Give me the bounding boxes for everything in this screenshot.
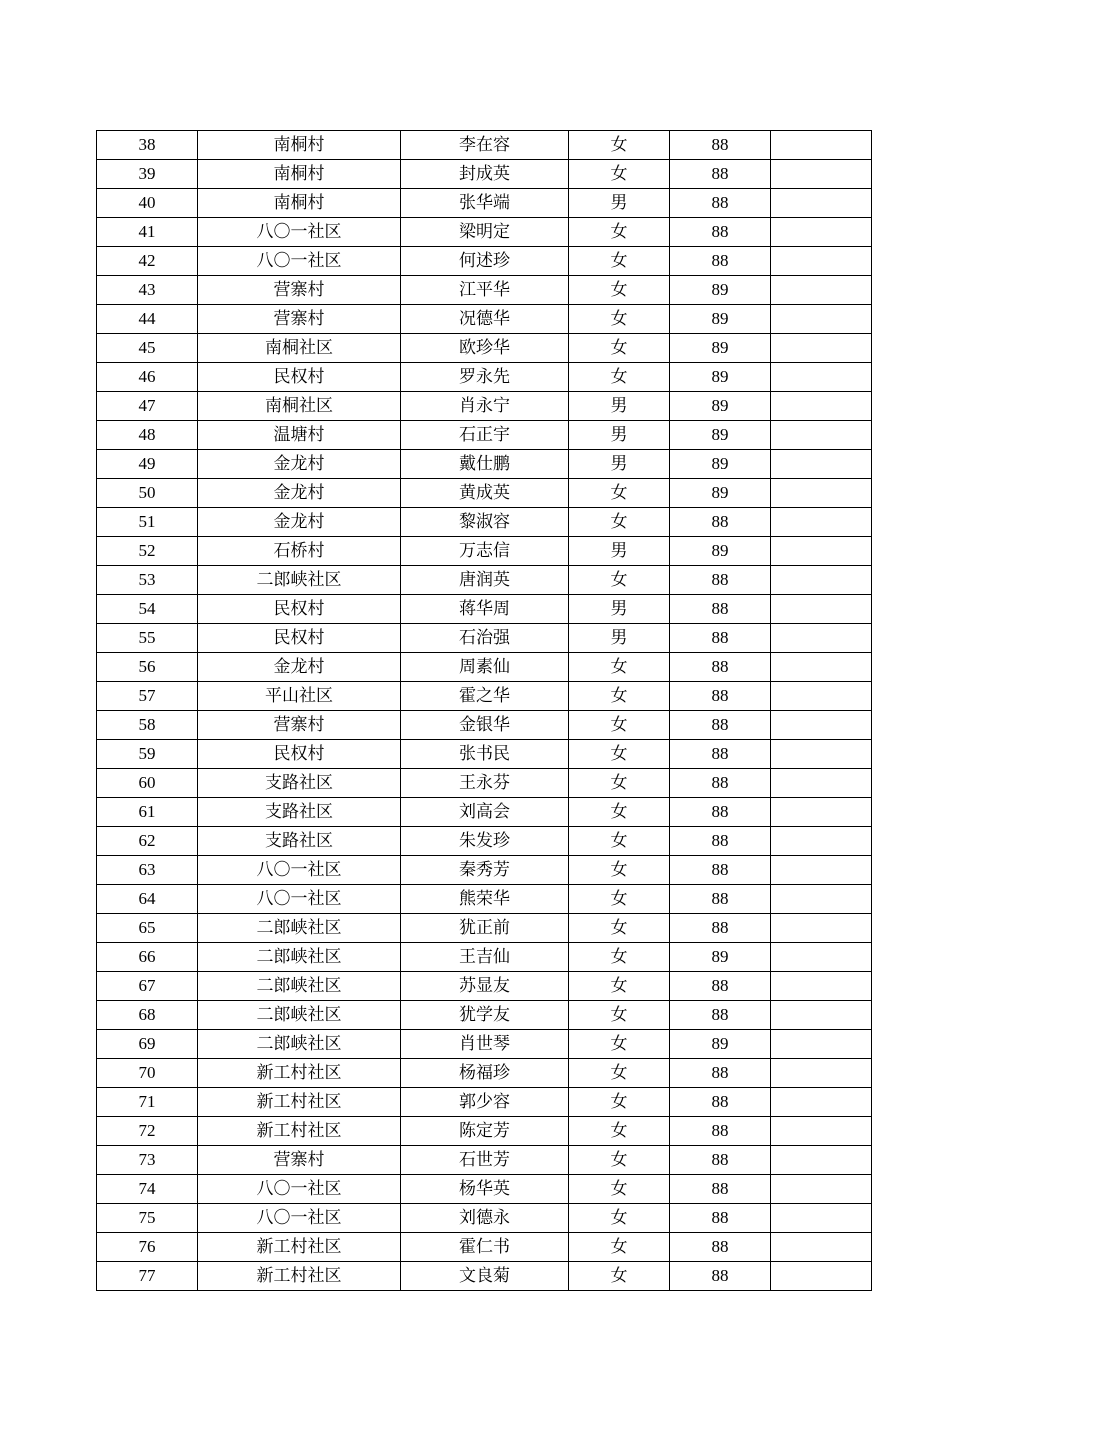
table-row: [97, 131, 872, 160]
cell-age: 89: [670, 334, 771, 363]
cell-name: 蒋华周: [401, 595, 569, 624]
cell-village: 二郎峡社区: [198, 1030, 401, 1059]
cell-number: 48: [97, 421, 198, 450]
cell-gender: 女: [569, 769, 670, 798]
cell-gender: 女: [569, 479, 670, 508]
cell-name: 犹正前: [401, 914, 569, 943]
cell-number: 71: [97, 1088, 198, 1117]
cell-gender: 女: [569, 1175, 670, 1204]
cell-age: 88: [670, 595, 771, 624]
cell-name: 霍之华: [401, 682, 569, 711]
cell-village: 支路社区: [198, 798, 401, 827]
cell-village: 金龙村: [198, 450, 401, 479]
table-row: [97, 363, 872, 392]
cell-village: 南桐村: [198, 131, 401, 160]
table-row: [97, 1146, 872, 1175]
cell-name: 苏显友: [401, 972, 569, 1001]
cell-note: [771, 885, 872, 914]
cell-gender: 女: [569, 1088, 670, 1117]
cell-gender: 女: [569, 653, 670, 682]
cell-gender: 男: [569, 421, 670, 450]
cell-village: 南桐村: [198, 189, 401, 218]
cell-age: 88: [670, 508, 771, 537]
cell-name: 文良菊: [401, 1262, 569, 1291]
cell-village: 营寨村: [198, 305, 401, 334]
cell-age: 88: [670, 682, 771, 711]
cell-note: [771, 189, 872, 218]
table-row: [97, 566, 872, 595]
table-row: [97, 305, 872, 334]
cell-number: 39: [97, 160, 198, 189]
cell-age: 89: [670, 392, 771, 421]
cell-gender: 女: [569, 885, 670, 914]
table-row: [97, 247, 872, 276]
cell-village: 温塘村: [198, 421, 401, 450]
cell-name: 梁明定: [401, 218, 569, 247]
cell-number: 44: [97, 305, 198, 334]
cell-number: 50: [97, 479, 198, 508]
cell-village: 八〇一社区: [198, 856, 401, 885]
table-row: [97, 1030, 872, 1059]
cell-note: [771, 305, 872, 334]
cell-age: 88: [670, 566, 771, 595]
cell-village: 南桐社区: [198, 334, 401, 363]
cell-village: 民权村: [198, 595, 401, 624]
cell-gender: 男: [569, 450, 670, 479]
cell-village: 二郎峡社区: [198, 914, 401, 943]
cell-number: 56: [97, 653, 198, 682]
table-row: [97, 769, 872, 798]
cell-age: 88: [670, 189, 771, 218]
cell-gender: 男: [569, 595, 670, 624]
cell-age: 89: [670, 363, 771, 392]
cell-age: 88: [670, 624, 771, 653]
table-row: [97, 1175, 872, 1204]
cell-name: 张华端: [401, 189, 569, 218]
cell-number: 55: [97, 624, 198, 653]
cell-age: 88: [670, 1059, 771, 1088]
table-row: [97, 856, 872, 885]
cell-name: 欧珍华: [401, 334, 569, 363]
table-row: [97, 943, 872, 972]
cell-age: 88: [670, 740, 771, 769]
cell-age: 89: [670, 276, 771, 305]
cell-note: [771, 769, 872, 798]
cell-name: 王吉仙: [401, 943, 569, 972]
cell-number: 47: [97, 392, 198, 421]
cell-age: 89: [670, 450, 771, 479]
cell-name: 罗永先: [401, 363, 569, 392]
cell-village: 营寨村: [198, 276, 401, 305]
cell-number: 67: [97, 972, 198, 1001]
cell-village: 支路社区: [198, 827, 401, 856]
cell-gender: 女: [569, 972, 670, 1001]
cell-name: 秦秀芳: [401, 856, 569, 885]
cell-name: 朱发珍: [401, 827, 569, 856]
cell-age: 88: [670, 653, 771, 682]
cell-gender: 女: [569, 334, 670, 363]
cell-age: 88: [670, 1146, 771, 1175]
cell-age: 88: [670, 247, 771, 276]
table-row: [97, 1233, 872, 1262]
cell-name: 熊荣华: [401, 885, 569, 914]
cell-age: 89: [670, 305, 771, 334]
cell-number: 41: [97, 218, 198, 247]
cell-note: [771, 943, 872, 972]
cell-age: 88: [670, 160, 771, 189]
cell-note: [771, 682, 872, 711]
cell-number: 42: [97, 247, 198, 276]
cell-village: 新工村社区: [198, 1117, 401, 1146]
cell-note: [771, 218, 872, 247]
cell-name: 杨华英: [401, 1175, 569, 1204]
cell-name: 肖永宁: [401, 392, 569, 421]
cell-village: 金龙村: [198, 653, 401, 682]
cell-age: 88: [670, 1233, 771, 1262]
table-row: [97, 798, 872, 827]
cell-number: 73: [97, 1146, 198, 1175]
table-row: [97, 740, 872, 769]
cell-number: 43: [97, 276, 198, 305]
table-row: [97, 595, 872, 624]
cell-note: [771, 392, 872, 421]
cell-name: 刘德永: [401, 1204, 569, 1233]
cell-note: [771, 972, 872, 1001]
cell-gender: 女: [569, 1262, 670, 1291]
table-row: [97, 885, 872, 914]
cell-note: [771, 566, 872, 595]
cell-number: 38: [97, 131, 198, 160]
cell-village: 民权村: [198, 624, 401, 653]
cell-village: 八〇一社区: [198, 885, 401, 914]
cell-number: 77: [97, 1262, 198, 1291]
cell-number: 70: [97, 1059, 198, 1088]
cell-village: 八〇一社区: [198, 218, 401, 247]
cell-village: 八〇一社区: [198, 1175, 401, 1204]
cell-gender: 女: [569, 798, 670, 827]
cell-gender: 男: [569, 624, 670, 653]
cell-age: 88: [670, 769, 771, 798]
cell-name: 江平华: [401, 276, 569, 305]
cell-gender: 女: [569, 943, 670, 972]
cell-gender: 男: [569, 392, 670, 421]
cell-age: 89: [670, 537, 771, 566]
cell-name: 万志信: [401, 537, 569, 566]
cell-number: 64: [97, 885, 198, 914]
cell-age: 88: [670, 711, 771, 740]
cell-note: [771, 1001, 872, 1030]
cell-village: 营寨村: [198, 711, 401, 740]
cell-number: 61: [97, 798, 198, 827]
cell-age: 88: [670, 1204, 771, 1233]
cell-name: 何述珍: [401, 247, 569, 276]
cell-village: 八〇一社区: [198, 1204, 401, 1233]
cell-note: [771, 711, 872, 740]
table-row: [97, 189, 872, 218]
cell-number: 68: [97, 1001, 198, 1030]
table-row: [97, 276, 872, 305]
cell-age: 89: [670, 479, 771, 508]
cell-note: [771, 914, 872, 943]
cell-age: 88: [670, 885, 771, 914]
cell-gender: 女: [569, 1117, 670, 1146]
cell-note: [771, 247, 872, 276]
cell-name: 郭少容: [401, 1088, 569, 1117]
cell-gender: 女: [569, 1001, 670, 1030]
cell-age: 89: [670, 943, 771, 972]
table-row: [97, 1088, 872, 1117]
cell-note: [771, 276, 872, 305]
cell-number: 49: [97, 450, 198, 479]
cell-age: 88: [670, 1001, 771, 1030]
cell-name: 肖世琴: [401, 1030, 569, 1059]
table-row: [97, 1204, 872, 1233]
cell-village: 八〇一社区: [198, 247, 401, 276]
table-row: [97, 508, 872, 537]
cell-number: 75: [97, 1204, 198, 1233]
cell-gender: 女: [569, 247, 670, 276]
table-row: [97, 160, 872, 189]
cell-name: 唐润英: [401, 566, 569, 595]
cell-name: 刘高会: [401, 798, 569, 827]
table-row: [97, 682, 872, 711]
cell-number: 46: [97, 363, 198, 392]
cell-gender: 女: [569, 1059, 670, 1088]
cell-note: [771, 421, 872, 450]
cell-note: [771, 798, 872, 827]
cell-name: 陈定芳: [401, 1117, 569, 1146]
cell-name: 石正宇: [401, 421, 569, 450]
cell-age: 88: [670, 798, 771, 827]
cell-age: 88: [670, 827, 771, 856]
cell-note: [771, 160, 872, 189]
cell-number: 40: [97, 189, 198, 218]
cell-gender: 女: [569, 711, 670, 740]
cell-gender: 女: [569, 160, 670, 189]
cell-number: 54: [97, 595, 198, 624]
cell-age: 88: [670, 1117, 771, 1146]
cell-gender: 女: [569, 856, 670, 885]
cell-number: 60: [97, 769, 198, 798]
cell-age: 88: [670, 1175, 771, 1204]
cell-name: 黎淑容: [401, 508, 569, 537]
cell-age: 88: [670, 914, 771, 943]
cell-note: [771, 595, 872, 624]
cell-number: 51: [97, 508, 198, 537]
cell-note: [771, 856, 872, 885]
roster-table: [96, 130, 872, 1291]
cell-village: 新工村社区: [198, 1262, 401, 1291]
cell-number: 45: [97, 334, 198, 363]
table-row: [97, 653, 872, 682]
cell-village: 二郎峡社区: [198, 1001, 401, 1030]
cell-number: 63: [97, 856, 198, 885]
cell-gender: 女: [569, 914, 670, 943]
cell-number: 59: [97, 740, 198, 769]
table-row: [97, 624, 872, 653]
cell-name: 杨福珍: [401, 1059, 569, 1088]
cell-name: 金银华: [401, 711, 569, 740]
cell-village: 民权村: [198, 740, 401, 769]
cell-age: 89: [670, 1030, 771, 1059]
cell-note: [771, 450, 872, 479]
cell-village: 新工村社区: [198, 1088, 401, 1117]
cell-age: 88: [670, 131, 771, 160]
cell-gender: 女: [569, 508, 670, 537]
cell-village: 营寨村: [198, 1146, 401, 1175]
cell-note: [771, 1030, 872, 1059]
cell-gender: 女: [569, 1146, 670, 1175]
table-row: [97, 1117, 872, 1146]
cell-name: 霍仁书: [401, 1233, 569, 1262]
cell-village: 南桐社区: [198, 392, 401, 421]
cell-gender: 女: [569, 740, 670, 769]
cell-age: 88: [670, 1088, 771, 1117]
cell-note: [771, 334, 872, 363]
cell-gender: 女: [569, 827, 670, 856]
cell-gender: 女: [569, 218, 670, 247]
cell-gender: 女: [569, 363, 670, 392]
cell-number: 58: [97, 711, 198, 740]
cell-gender: 女: [569, 1204, 670, 1233]
cell-number: 69: [97, 1030, 198, 1059]
cell-note: [771, 363, 872, 392]
roster-table-body: [97, 131, 872, 1291]
cell-village: 新工村社区: [198, 1233, 401, 1262]
cell-age: 89: [670, 421, 771, 450]
cell-name: 犹学友: [401, 1001, 569, 1030]
cell-note: [771, 479, 872, 508]
cell-age: 88: [670, 218, 771, 247]
cell-name: 石世芳: [401, 1146, 569, 1175]
cell-name: 戴仕鹏: [401, 450, 569, 479]
cell-number: 66: [97, 943, 198, 972]
table-row: [97, 1001, 872, 1030]
cell-name: 封成英: [401, 160, 569, 189]
table-row: [97, 421, 872, 450]
cell-age: 88: [670, 856, 771, 885]
cell-number: 65: [97, 914, 198, 943]
cell-note: [771, 1262, 872, 1291]
cell-note: [771, 1117, 872, 1146]
table-row: [97, 334, 872, 363]
table-row: [97, 450, 872, 479]
cell-note: [771, 624, 872, 653]
cell-gender: 女: [569, 276, 670, 305]
cell-village: 二郎峡社区: [198, 943, 401, 972]
cell-number: 76: [97, 1233, 198, 1262]
cell-age: 88: [670, 972, 771, 1001]
cell-number: 53: [97, 566, 198, 595]
table-row: [97, 218, 872, 247]
table-row: [97, 914, 872, 943]
cell-number: 62: [97, 827, 198, 856]
cell-number: 52: [97, 537, 198, 566]
cell-note: [771, 1088, 872, 1117]
cell-village: 民权村: [198, 363, 401, 392]
table-row: [97, 479, 872, 508]
cell-name: 王永芬: [401, 769, 569, 798]
cell-village: 南桐村: [198, 160, 401, 189]
cell-name: 黄成英: [401, 479, 569, 508]
cell-note: [771, 1059, 872, 1088]
table-row: [97, 537, 872, 566]
cell-gender: 女: [569, 566, 670, 595]
table-row: [97, 827, 872, 856]
table-row: [97, 1262, 872, 1291]
cell-village: 金龙村: [198, 508, 401, 537]
cell-note: [771, 653, 872, 682]
cell-gender: 男: [569, 189, 670, 218]
cell-gender: 女: [569, 1030, 670, 1059]
cell-note: [771, 131, 872, 160]
cell-gender: 女: [569, 1233, 670, 1262]
cell-gender: 女: [569, 305, 670, 334]
cell-village: 金龙村: [198, 479, 401, 508]
table-row: [97, 1059, 872, 1088]
cell-village: 二郎峡社区: [198, 972, 401, 1001]
cell-age: 88: [670, 1262, 771, 1291]
cell-note: [771, 1146, 872, 1175]
cell-name: 张书民: [401, 740, 569, 769]
cell-number: 57: [97, 682, 198, 711]
cell-gender: 女: [569, 131, 670, 160]
cell-name: 况德华: [401, 305, 569, 334]
cell-name: 周素仙: [401, 653, 569, 682]
cell-name: 李在容: [401, 131, 569, 160]
cell-note: [771, 740, 872, 769]
cell-note: [771, 508, 872, 537]
cell-village: 平山社区: [198, 682, 401, 711]
cell-number: 74: [97, 1175, 198, 1204]
cell-name: 石治强: [401, 624, 569, 653]
cell-village: 石桥村: [198, 537, 401, 566]
cell-note: [771, 1233, 872, 1262]
table-row: [97, 711, 872, 740]
cell-village: 新工村社区: [198, 1059, 401, 1088]
cell-note: [771, 1204, 872, 1233]
cell-village: 支路社区: [198, 769, 401, 798]
cell-note: [771, 537, 872, 566]
cell-gender: 女: [569, 682, 670, 711]
cell-village: 二郎峡社区: [198, 566, 401, 595]
cell-number: 72: [97, 1117, 198, 1146]
table-row: [97, 972, 872, 1001]
cell-note: [771, 1175, 872, 1204]
table-row: [97, 392, 872, 421]
cell-gender: 男: [569, 537, 670, 566]
cell-note: [771, 827, 872, 856]
